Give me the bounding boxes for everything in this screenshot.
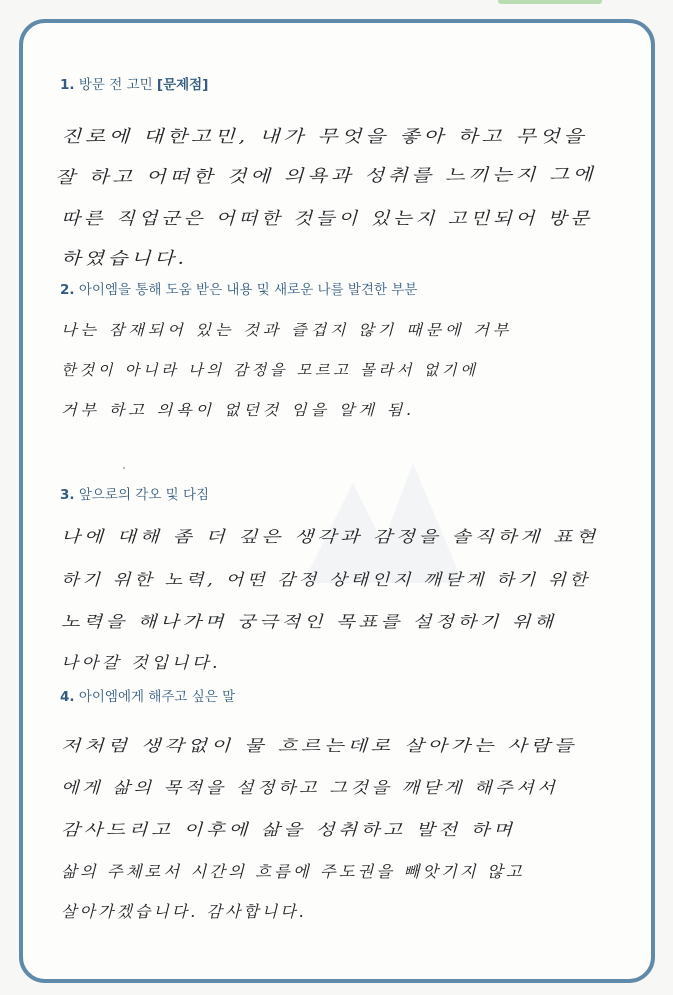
- section-4-line-3: 감사드리고 이후에 삶을 성취하고 발전 하며: [61, 820, 516, 839]
- section-1-line-1: 진로에 대한고민, 내가 무엇을 좋아 하고 무엇을: [61, 127, 588, 147]
- section-4-line-1: 저처럼 생각없이 물 흐르는데로 살아가는 사람들: [61, 736, 578, 755]
- section-1-line-3: 따른 직업군은 어떠한 것들이 있는지 고민되어 방문: [61, 209, 593, 229]
- section-1-line-2: 잘 하고 어떠한 것에 의욕과 성취를 느끼는지 그에: [54, 164, 597, 188]
- section-2-line-2: 한것이 아니라 나의 감정을 모르고 몰라서 없기에: [61, 361, 479, 379]
- section-4-number: 4.: [60, 689, 75, 705]
- section-3-number: 3.: [60, 487, 75, 503]
- section-3-title: 앞으로의 각오 및 다짐: [78, 487, 210, 503]
- section-1-title-emphasis: [문제점]: [156, 77, 209, 93]
- section-2-line-1: 나는 잠재되어 있는 것과 즐겁지 않기 때문에 거부: [61, 321, 513, 339]
- section-4-line-2: 에게 삶의 목적을 설정하고 그것을 깨닫게 해주셔서: [61, 778, 559, 797]
- section-4-line-4: 삶의 주체로서 시간의 흐름에 주도권을 빼앗기지 않고: [61, 862, 525, 881]
- section-3-line-4: 나아갈 것입니다.: [61, 653, 221, 672]
- section-1-heading: [60, 73, 208, 93]
- section-3-line-2: 하기 위한 노력, 어떤 감정 상태인지 깨닫게 하기 위한: [61, 570, 591, 589]
- section-3-heading: [60, 483, 209, 503]
- section-2-number: 2.: [60, 282, 75, 298]
- scan-speck: [123, 467, 125, 469]
- section-3-line-3: 노력을 해나가며 궁극적인 목표를 설정하기 위해: [61, 612, 557, 631]
- section-4-heading: [60, 685, 235, 705]
- section-4-title: 아이엠에게 해주고 싶은 말: [78, 689, 236, 705]
- top-tab-decoration: [498, 0, 602, 4]
- section-1-number: 1.: [60, 77, 75, 93]
- section-1-line-4: 하였습니다.: [61, 249, 188, 269]
- section-2-heading: [60, 278, 417, 298]
- section-3-line-1: 나에 대해 좀 더 깊은 생각과 감정을 솔직하게 표현: [61, 527, 599, 546]
- section-2-title: 아이엠을 통해 도움 받은 내용 및 새로운 나를 발견한 부분: [78, 282, 418, 298]
- section-1-title: 방문 전 고민: [78, 77, 153, 93]
- section-2-line-3: 거부 하고 의욕이 없던것 임을 알게 됨.: [61, 401, 415, 419]
- section-4-line-5: 살아가겠습니다. 감사합니다.: [61, 902, 307, 921]
- survey-card: [19, 19, 655, 983]
